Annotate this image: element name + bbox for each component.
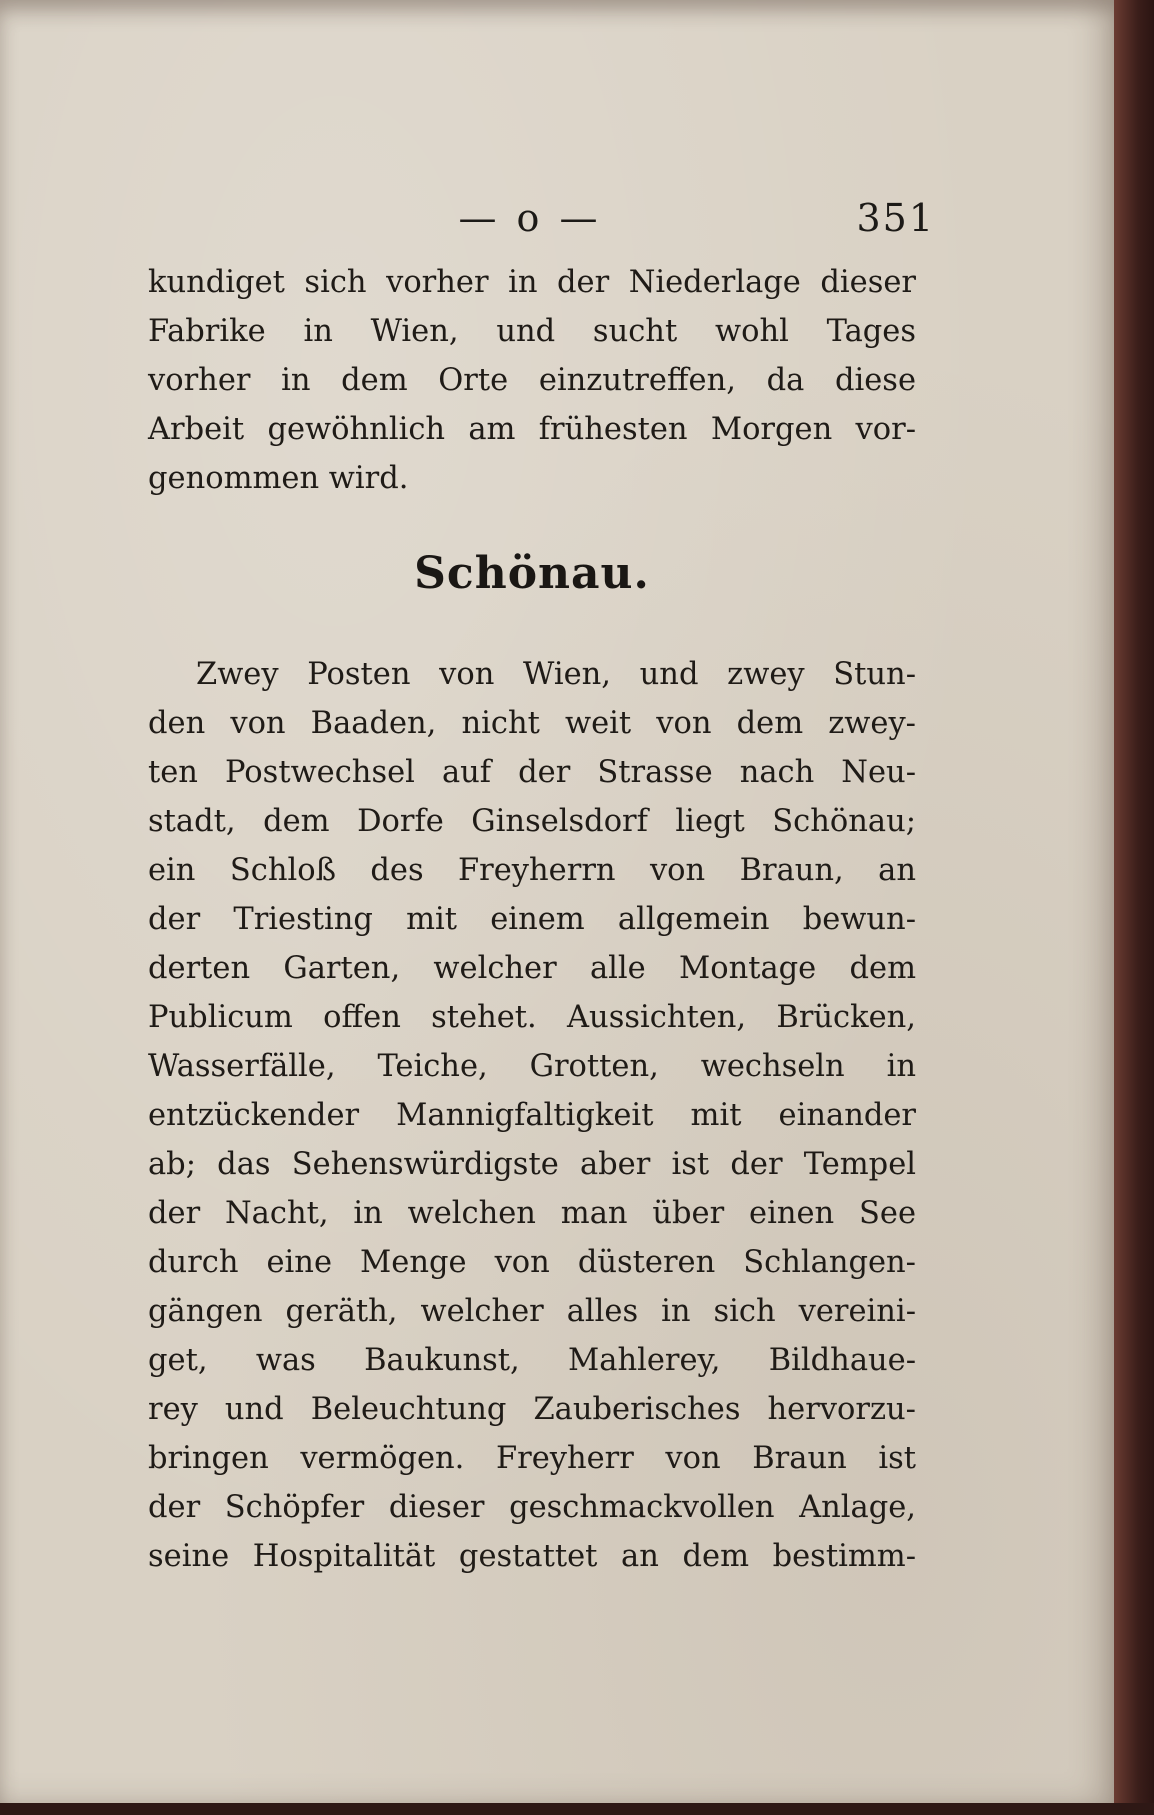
header-ornament: — o — (458, 196, 602, 240)
text-line: genommen wird. (148, 461, 409, 496)
text-line: seine Hospitalität gestattet an dem bestimm- (148, 1539, 916, 1574)
text-line: der Triesting mit einem allgemein bewun- (148, 902, 916, 937)
text-line: ein Schloß des Freyherrn von Braun, an (148, 853, 916, 888)
text-line: ab; das Sehenswürdigste aber ist der Tempel (148, 1147, 916, 1182)
text-line: gängen geräth, welcher alles in sich vereini- (148, 1294, 916, 1329)
paragraph-continued (148, 258, 916, 503)
text-line: get, was Baukunst, Mahlerey, Bildhaue- (148, 1343, 916, 1378)
text-line: Zwey Posten von Wien, und zwey Stun- (196, 657, 916, 692)
text-line: Arbeit gewöhnlich am frühesten Morgen vor- (148, 412, 916, 447)
section-heading: Schönau. (414, 548, 650, 599)
text-line: entzückender Mannigfaltigkeit mit einander (148, 1098, 916, 1133)
text-line: rey und Beleuchtung Zauberisches hervorzu- (148, 1392, 916, 1427)
text-line: Publicum offen stehet. Aussichten, Brücken, (148, 1000, 916, 1035)
paragraph-schoenau (148, 650, 916, 1581)
text-line: kundiget sich vorher in der Niederlage dieser (148, 265, 916, 300)
page-number: 351 (856, 196, 935, 240)
book-spine (1114, 0, 1154, 1815)
book-cover-edge (0, 1803, 1154, 1815)
text-line: bringen vermögen. Freyherr von Braun ist (148, 1441, 916, 1476)
text-line: der Nacht, in welchen man über einen See (148, 1196, 916, 1231)
text-line: vorher in dem Orte einzutreffen, da diese (148, 363, 916, 398)
text-line: den von Baaden, nicht weit von dem zwey- (148, 706, 916, 741)
page-header (140, 196, 935, 246)
text-line: ten Postwechsel auf der Strasse nach Neu- (148, 755, 916, 790)
text-line: Wasserfälle, Teiche, Grotten, wechseln in (148, 1049, 916, 1084)
text-line: durch eine Menge von düsteren Schlangen- (148, 1245, 916, 1280)
text-line: der Schöpfer dieser geschmackvollen Anlage, (148, 1490, 916, 1525)
text-line: derten Garten, welcher alle Montage dem (148, 951, 916, 986)
text-line: Fabrike in Wien, und sucht wohl Tages (148, 314, 916, 349)
text-line: stadt, dem Dorfe Ginselsdorf liegt Schönau; (148, 804, 916, 839)
